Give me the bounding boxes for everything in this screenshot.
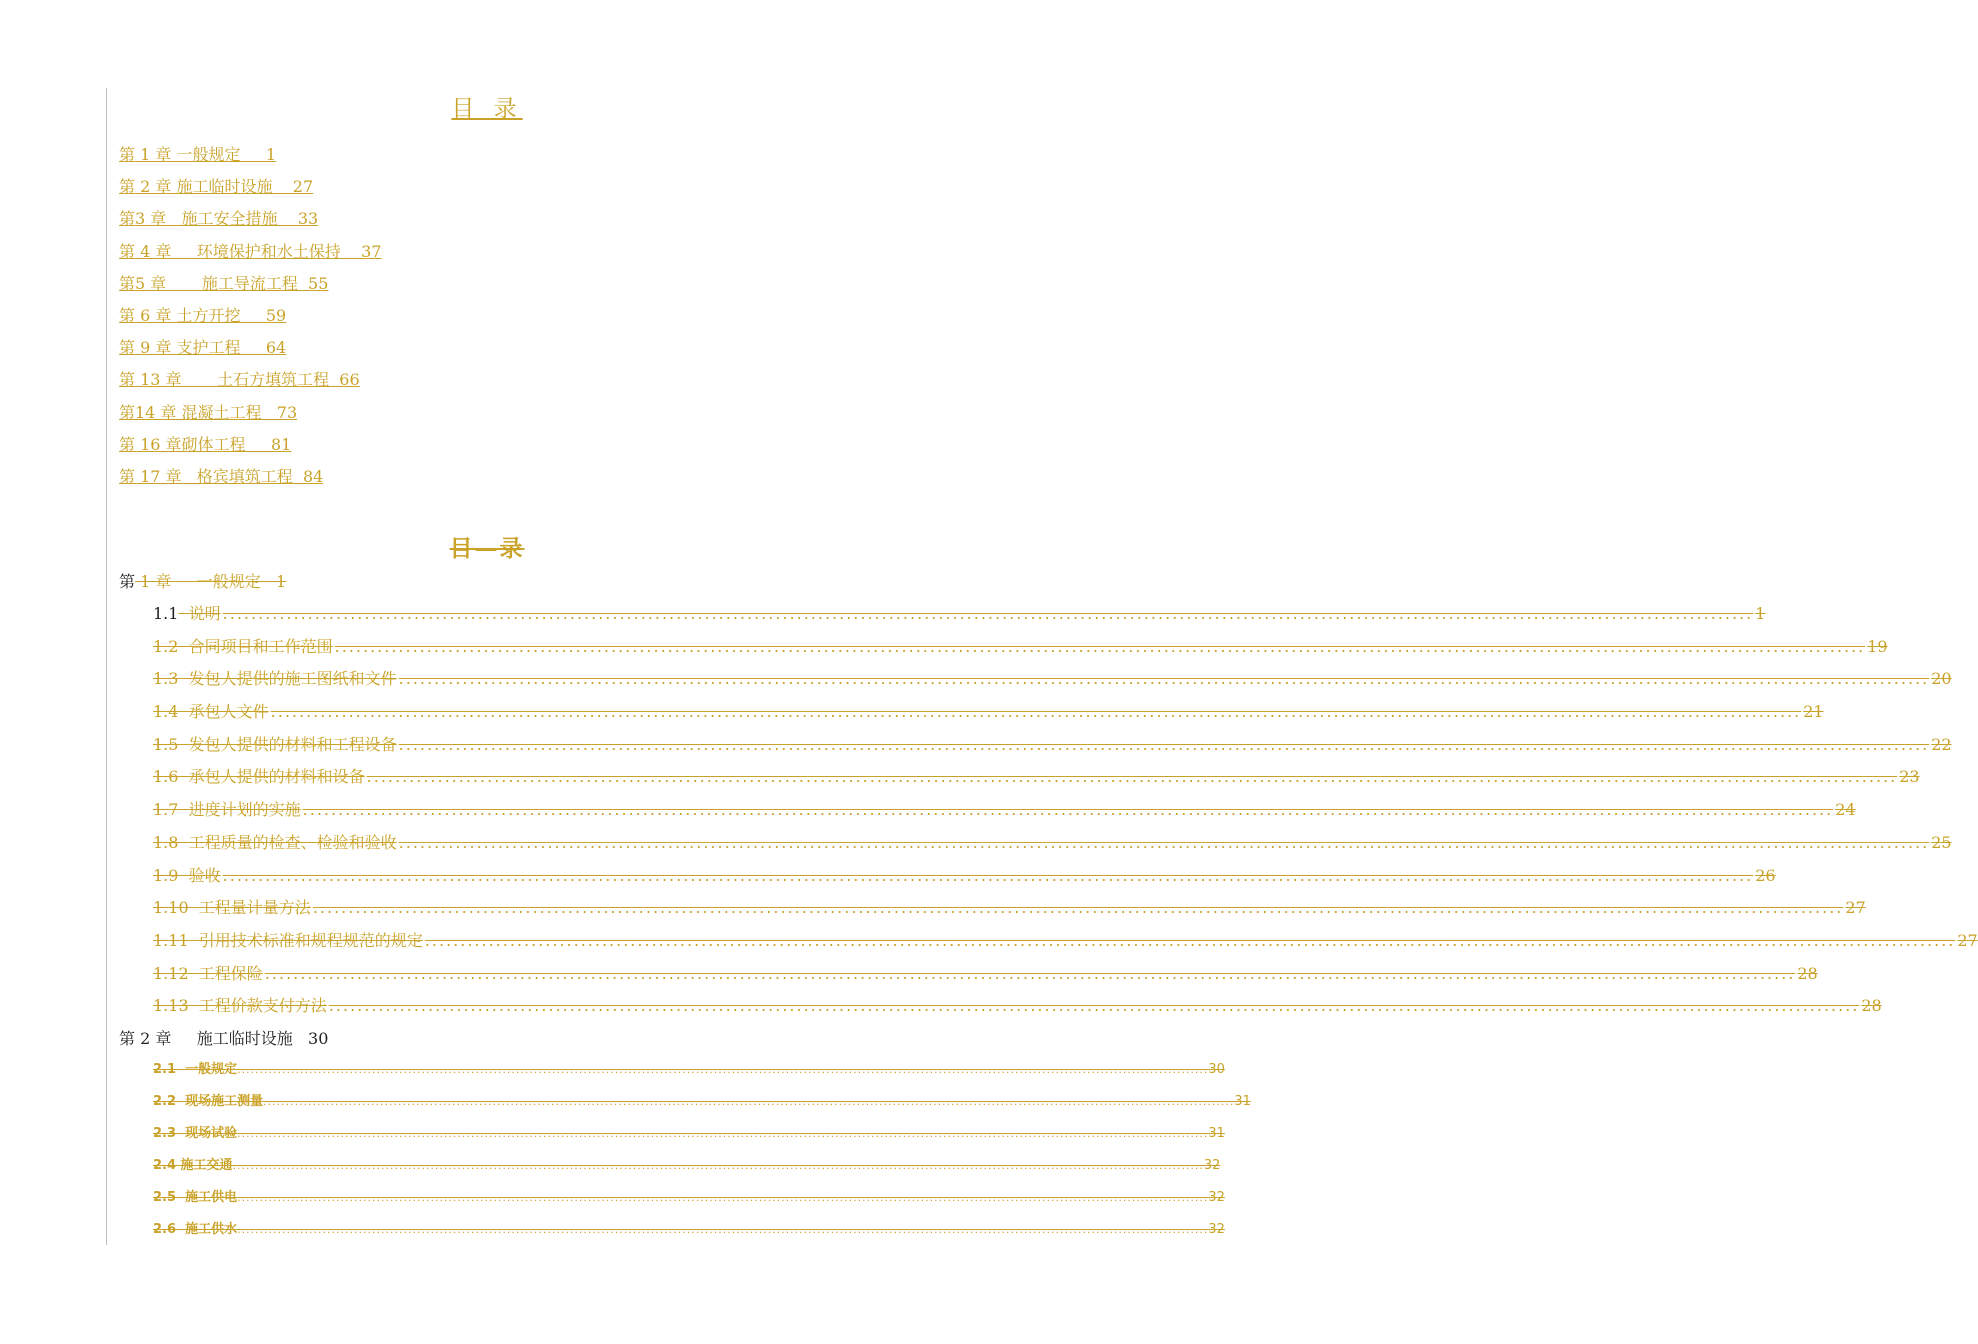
margin-rule xyxy=(106,88,107,1245)
toc-item[interactable]: 1.9 验收 ........................................................................................................................................................................................................................ 26 xyxy=(153,865,1776,885)
toc-item[interactable]: 1.8 工程质量的检查、检验和验收 ........................................................................................................................................................................................................................ 25 xyxy=(153,832,1952,852)
toc-link-ch5[interactable]: 第5 章 施工导流工程 55 xyxy=(119,273,329,293)
toc-link-ch17[interactable]: 第 17 章 格宾填筑工程 84 xyxy=(119,466,324,486)
toc-subitem[interactable]: 2.5 施工供电 ........................................................................................................................................................................................................................ 32 xyxy=(153,1189,1225,1205)
toc-subitem[interactable]: 2.3 现场试验 ........................................................................................................................................................................................................................ 31 xyxy=(153,1125,1225,1141)
toc-link-ch3[interactable]: 第3 章 施工安全措施 33 xyxy=(119,209,319,229)
toc-item[interactable]: 1.4 承包人文件 ........................................................................................................................................................................................................................ 21 xyxy=(153,702,1824,722)
toc-deleted-list xyxy=(119,570,1978,1251)
toc-item[interactable]: 1.3 发包人提供的施工图纸和文件 ........................................................................................................................................................................................................................ 20 xyxy=(153,669,1952,689)
chapter1-heading: 第 1 章 一般规定 1 xyxy=(119,572,287,591)
toc-item[interactable]: 1.7 进度计划的实施 ........................................................................................................................................................................................................................ 24 xyxy=(153,800,1856,820)
toc-item[interactable]: 1.11 引用技术标准和规程规范的规定 ........................................................................................................................................................................................................................ 27 xyxy=(153,930,1978,950)
toc-subitem[interactable]: 2.2 现场施工测量 ........................................................................................................................................................................................................................ 31 xyxy=(153,1093,1251,1109)
toc-item[interactable]: 1.5 发包人提供的材料和工程设备 ........................................................................................................................................................................................................................ 22 xyxy=(153,734,1952,754)
toc-link-ch1[interactable]: 第 1 章 一般规定 1 xyxy=(119,145,277,164)
toc-subitem[interactable]: 2.4 施工交通 ........................................................................................................................................................................................................................ 32 xyxy=(153,1157,1221,1173)
toc-subitem[interactable]: 2.6 施工供水 ........................................................................................................................................................................................................................ 32 xyxy=(153,1221,1225,1237)
toc-item[interactable]: 1.12 工程保险 ........................................................................................................................................................................................................................ 28 xyxy=(153,963,1818,983)
toc-link-ch13[interactable]: 第 13 章 土石方填筑工程 66 xyxy=(119,370,360,390)
toc-link-ch16[interactable]: 第 16 章砌体工程 81 xyxy=(119,434,292,454)
toc-item[interactable]: 1.13 工程价款支付方法 ........................................................................................................................................................................................................................ 28 xyxy=(153,996,1882,1016)
toc-link-ch9[interactable]: 第 9 章 支护工程 64 xyxy=(119,338,287,358)
chapter2-heading: 第 2 章 施工临时设施 30 xyxy=(119,1028,329,1048)
toc-link-ch6[interactable]: 第 6 章 土方开挖 59 xyxy=(119,305,287,325)
toc-item[interactable]: 1.1 说明 ........................................................................................................................................................................................................................ 1 xyxy=(153,604,1766,623)
toc-item[interactable]: 1.10 工程量计量方法 ........................................................................................................................................................................................................................ 27 xyxy=(153,898,1866,918)
toc-link-ch4[interactable]: 第 4 章 环境保护和水土保持 37 xyxy=(119,241,382,261)
toc-item[interactable]: 1.2 合同项目和工作范围 ........................................................................................................................................................................................................................ 19 xyxy=(153,636,1888,656)
toc-top-list xyxy=(119,143,382,497)
toc-subitem[interactable]: 2.1 一般规定 ........................................................................................................................................................................................................................ 30 xyxy=(153,1061,1225,1077)
toc-link-ch14[interactable]: 第14 章 混凝土工程 73 xyxy=(119,402,298,422)
toc-title-deleted: 目—录 xyxy=(449,535,525,562)
toc-title: 目 录 xyxy=(451,96,523,122)
toc-link-ch2[interactable]: 第 2 章 施工临时设施 27 xyxy=(119,177,314,197)
toc-item[interactable]: 1.6 承包人提供的材料和设备 ........................................................................................................................................................................................................................ 23 xyxy=(153,767,1920,787)
